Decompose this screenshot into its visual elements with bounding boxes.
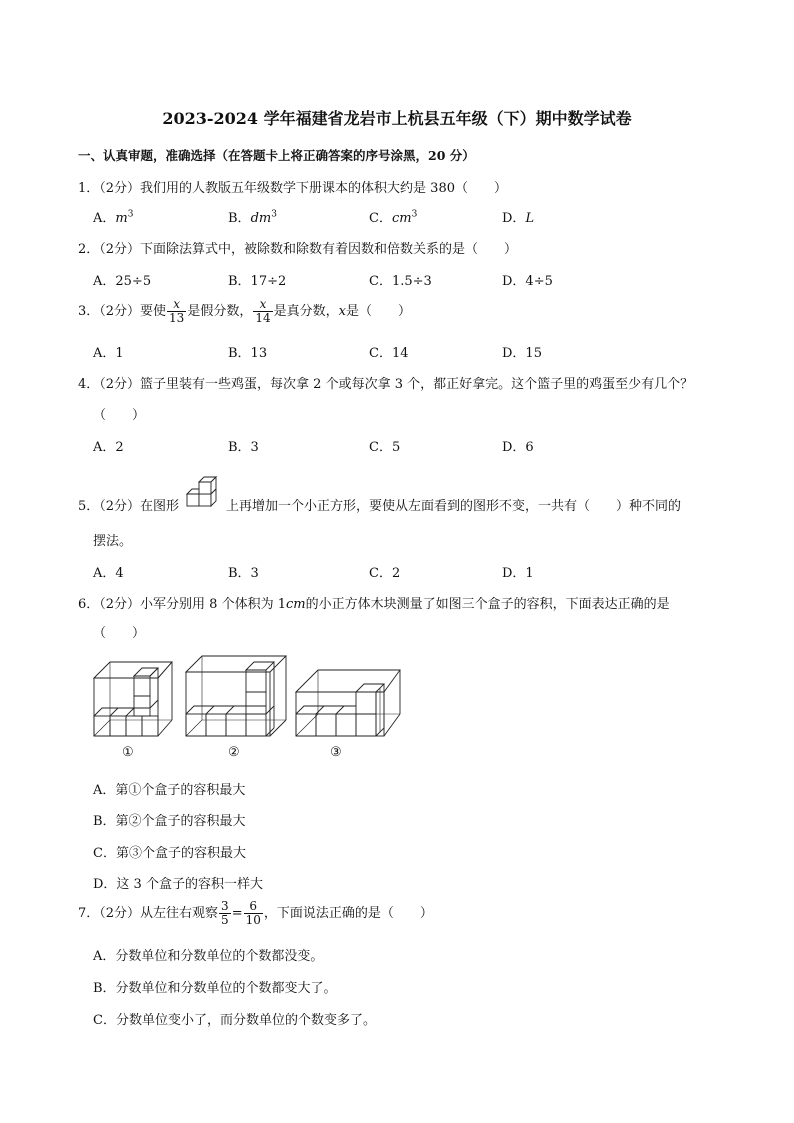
block-shape-figure (186, 468, 226, 508)
fraction-3-over-5: $\frac{3}{5}$ (221, 899, 229, 927)
box-1-figure (92, 660, 176, 740)
box-2-figure (184, 654, 294, 740)
box-2-label: ② (228, 745, 240, 760)
q1-option-d[interactable]: D．L (502, 211, 535, 226)
q6-option-a[interactable]: A．第①个盒子的容积最大 (93, 783, 246, 798)
q6-option-c[interactable]: C．第③个盒子的容积最大 (93, 846, 246, 861)
fraction-x-over-14: $\frac{x}{14}$ (255, 297, 271, 325)
question-1-stem: 1．（2分）我们用的人教版五年级数学下册课本的体积大约是 380（ ） (78, 181, 507, 196)
question-5-stem: 上再增加一个小正方形，要使从左面看到的图形不变，一共有（ ）种不同的 (226, 499, 682, 514)
fraction-x-over-13: $\frac{x}{13}$ (169, 297, 185, 325)
q4-option-d[interactable]: D．6 (502, 440, 534, 455)
box-3-label: ③ (330, 745, 342, 760)
q5-option-a[interactable]: A．4 (93, 566, 124, 581)
question-4-paren: （ ） (93, 408, 146, 423)
q3-option-b[interactable]: B．13 (228, 346, 268, 361)
q4-option-c[interactable]: C．5 (369, 440, 401, 455)
q3-option-c[interactable]: C．14 (369, 346, 409, 361)
fraction-6-over-10: $\frac{6}{10}$ (245, 899, 261, 927)
section-heading: 一、认真审题，准确选择（在答题卡上将正确答案的序号涂黑，20 分） (78, 148, 475, 163)
question-2-stem: 2．（2分）下面除法算式中，被除数和除数有着因数和倍数关系的是（ ） (78, 242, 518, 257)
question-6-stem: 6．（2分）小军分别用 8 个体积为 1cm的小正方体木块测量了如图三个盒子的容积，下面表达正确的是 (78, 597, 670, 612)
question-7-stem: 7．（2分）从左往右观察 $\frac{3}{5}$ = $\frac{6}{10}$ ，下面说法正确的是（ ） (78, 899, 433, 927)
q2-option-c[interactable]: C．1.5÷3 (369, 274, 432, 289)
q1-option-a[interactable]: A．$m^3$ (93, 209, 134, 226)
page-title: 2023-2024 学年福建省龙岩市上杭县五年级（下）期中数学试卷 (162, 109, 632, 128)
box-3-figure (294, 662, 404, 740)
q2-option-a[interactable]: A．25÷5 (93, 274, 152, 289)
q6-option-d[interactable]: D．这 3 个盒子的容积一样大 (93, 877, 263, 892)
q3-option-a[interactable]: A．1 (93, 346, 124, 361)
box-1-label: ① (122, 745, 134, 760)
q5-option-c[interactable]: C．2 (369, 566, 401, 581)
q4-option-a[interactable]: A．2 (93, 440, 124, 455)
q1-option-b[interactable]: B．$dm^3$ (228, 209, 277, 226)
question-3-stem: 3．（2分）要使 $\frac{x}{13}$ 是假分数， $\frac{x}{14}$ 是真分数，x是（ ） (78, 297, 411, 325)
q2-option-d[interactable]: D．4÷5 (502, 274, 553, 289)
question-5-cont: 摆法。 (93, 534, 133, 549)
q5-option-b[interactable]: B．3 (228, 566, 259, 581)
question-6-paren: （ ） (93, 626, 146, 641)
question-4-stem: 4．（2分）篮子里装有一些鸡蛋，每次拿 2 个或每次拿 3 个，都正好拿完。这个篮子里的鸡蛋至少有几个？ (78, 377, 694, 392)
q3-option-d[interactable]: D．15 (502, 346, 542, 361)
q4-option-b[interactable]: B．3 (228, 440, 259, 455)
q6-option-b[interactable]: B．第②个盒子的容积最大 (93, 814, 246, 829)
q2-option-b[interactable]: B．17÷2 (228, 274, 287, 289)
q7-option-a[interactable]: A．分数单位和分数单位的个数都没变。 (93, 949, 324, 964)
q5-option-d[interactable]: D．1 (502, 566, 534, 581)
q7-option-b[interactable]: B．分数单位和分数单位的个数都变大了。 (93, 981, 337, 996)
q7-option-c[interactable]: C．分数单位变小了，而分数单位的个数变多了。 (93, 1013, 376, 1028)
q1-option-c[interactable]: C．$cm^3$ (369, 209, 418, 226)
question-5-prefix: 5．（2分）在图形 (78, 499, 180, 514)
